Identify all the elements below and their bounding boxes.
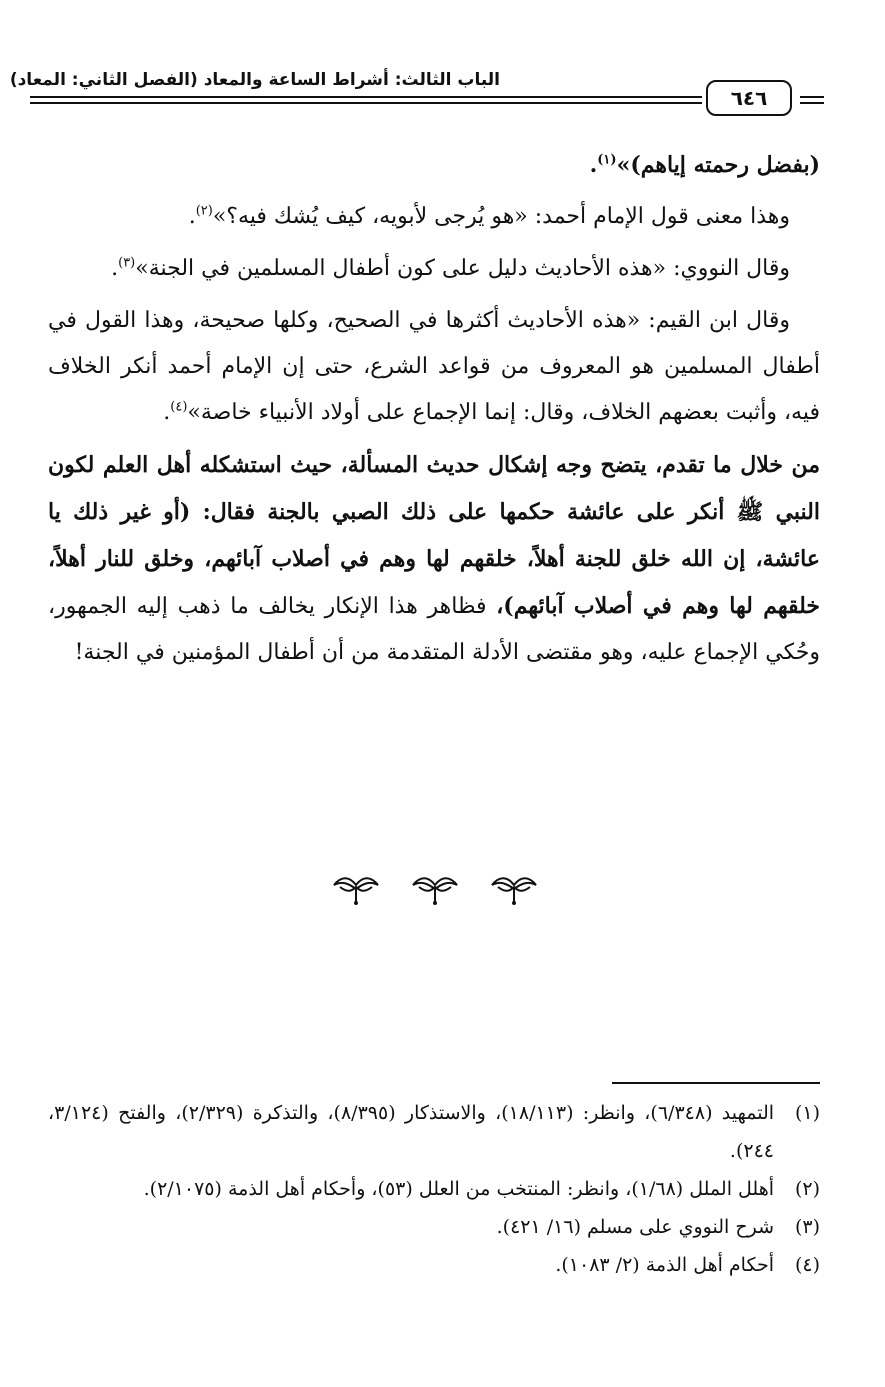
footnote-number: (٣): [794, 1216, 820, 1238]
paragraph-plain-text: فظاهر هذا الإنكار يخالف ما ذهب إليه الجمهور، وحُكي الإجماع عليه، وهو مقتضى الأدلة المتقدمة من أن أطفال المؤمنين في الجنة!: [48, 594, 820, 665]
footnote: [48, 1208, 820, 1246]
running-header: [9, 62, 830, 132]
header-rule: [800, 96, 824, 98]
footnote-text: أحكام أهل الذمة (٢/ ١٠٨٣).: [555, 1254, 774, 1276]
paragraph-2: [48, 194, 820, 240]
header-rule: [30, 96, 702, 98]
chapter-title: الباب الثالث: أشراط الساعة والمعاد (الفصل الثاني: المعاد): [9, 70, 500, 90]
paragraph-text: وقال ابن القيم: «هذه الأحاديث أكثرها في الصحيح، وكلها صحيحة، وهذا القول في أطفال المسلمين هو المعروف من قواعد الشرع، حتى إن الإمام أحمد أنكر الخلاف فيه، وأثبت بعضهم الخلاف، وقال: إنما الإجماع على أولاد الأنبياء خاصة»: [48, 308, 820, 425]
footnote-ref: (٤): [170, 399, 188, 415]
paragraph-3: [48, 246, 820, 292]
footnote-number: (٢): [794, 1178, 820, 1200]
header-rule: [800, 102, 824, 104]
footnote: [48, 1170, 820, 1208]
section-ornaments: [330, 870, 540, 910]
header-rule: [30, 102, 702, 104]
ornament-flourish-icon: [488, 873, 540, 907]
footnote-separator: [612, 1082, 820, 1084]
ornament-flourish-icon: [409, 873, 461, 907]
footnote-ref: (٣): [118, 255, 136, 271]
paragraph-end: .: [188, 204, 196, 229]
paragraph-4: [48, 298, 820, 436]
ornament-flourish-icon: [330, 873, 382, 907]
paragraph-text: وقال النووي: «هذه الأحاديث دليل على كون أطفال المسلمين في الجنة»: [135, 256, 790, 281]
footnote-ref: (١): [597, 152, 617, 168]
footnote: [48, 1094, 820, 1170]
footnote-number: (١): [794, 1102, 820, 1124]
footnote: [48, 1246, 820, 1284]
main-text: [48, 142, 820, 682]
footnote-text: التمهيد (٦/٣٤٨)، وانظر: (١٨/١١٣)، والاستذكار (٨/٣٩٥)، والتذكرة (٢/٣٢٩)، والفتح (٣/١٢٤، ٢٤٤).: [48, 1102, 775, 1162]
paragraph-end: .: [163, 400, 171, 425]
footnote-number: (٤): [794, 1254, 820, 1276]
footnote-text: شرح النووي على مسلم (١٦/ ٤٢١).: [496, 1216, 774, 1238]
paragraph-text: وهذا معنى قول الإمام أحمد: «هو يُرجى لأبويه، كيف يُشك فيه؟»: [212, 204, 790, 229]
paragraph-end: .: [111, 256, 119, 281]
paragraph-5: [48, 442, 820, 676]
footnotes: [48, 1094, 820, 1284]
paragraph-bold-text: من خلال ما تقدم، يتضح وجه إشكال حديث المسألة، حيث استشكله أهل العلم لكون النبي ﷺ أنكر على عائشة حكمها على ذلك الصبي بالجنة فقال: (أو غير ذلك يا عائشة، إن الله خلق للجنة أهلاً، خلقهم لها وهم في أصلاب آبائهم، وخلق للنار أهلاً، خلقهم لها وهم في أصلاب آبائهم)،: [48, 452, 820, 619]
footnote-text: أهلل الملل (١/٦٨)، وانظر: المنتخب من العلل (٥٣)، وأحكام أهل الذمة (٢/١٠٧٥).: [143, 1178, 774, 1200]
paragraph-1: [48, 142, 820, 188]
footnote-ref: (٢): [195, 203, 213, 219]
paragraph-end: .: [589, 152, 598, 178]
page-number: ٦٤٦: [706, 80, 792, 116]
paragraph-text: (بفضل رحمته إياهم)»: [616, 152, 820, 178]
